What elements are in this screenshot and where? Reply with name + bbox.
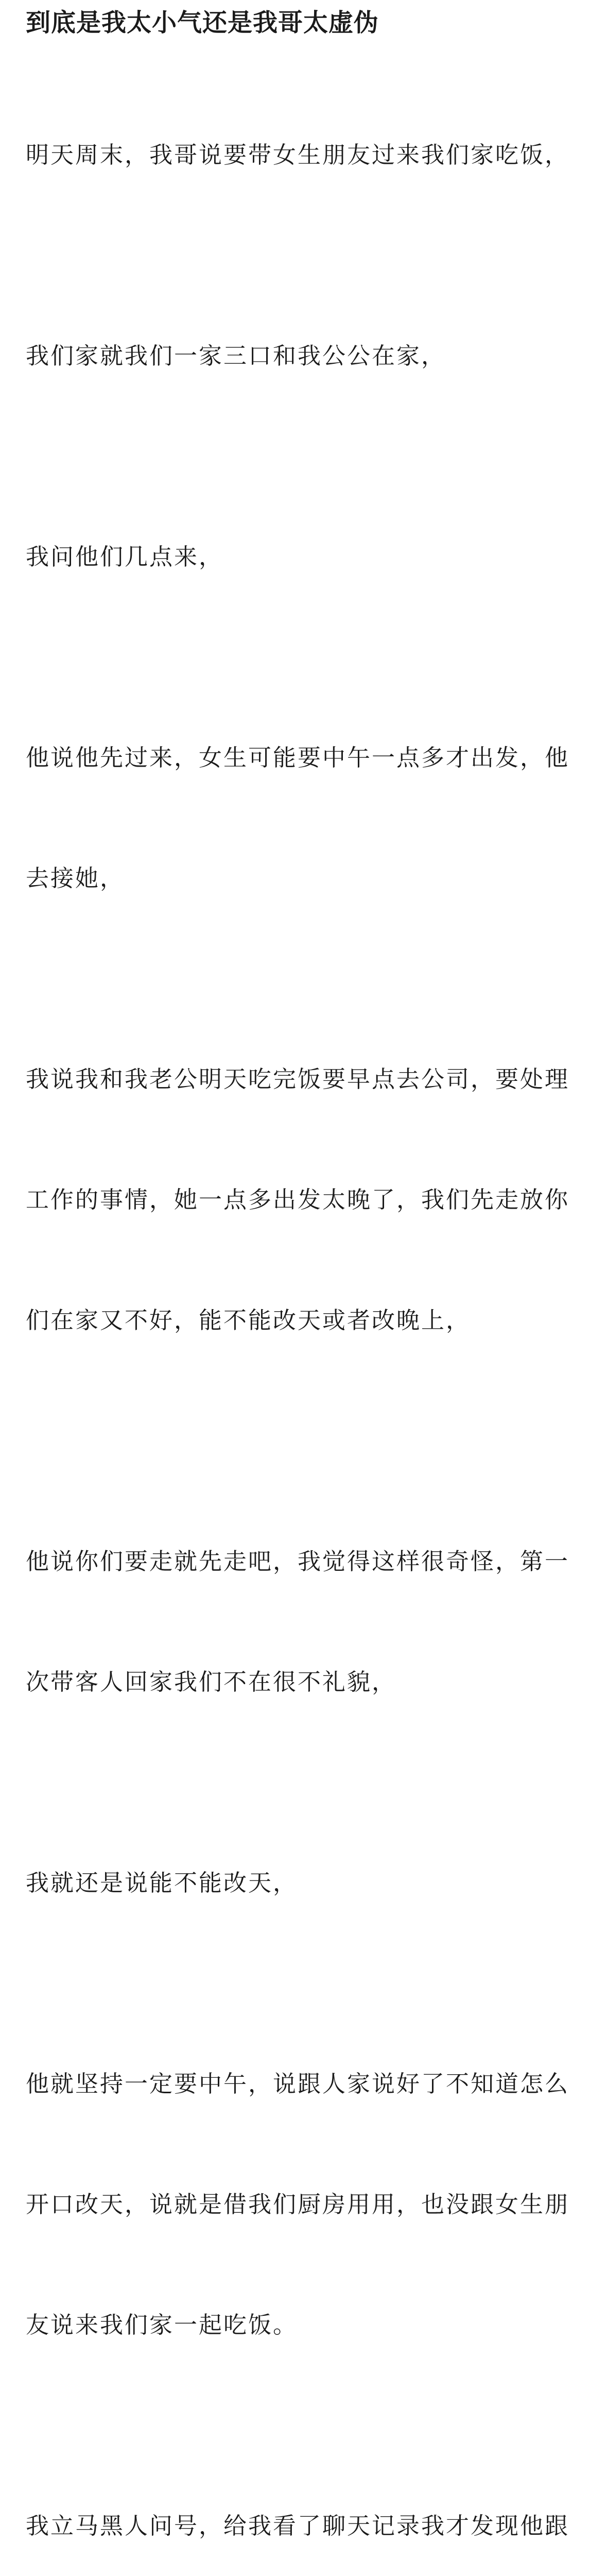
paragraph — [26, 1783, 582, 1984]
paragraph-line: 他说他先过来，女生可能要中午一点多才出发，他 — [26, 744, 570, 771]
paragraph — [26, 256, 582, 456]
paragraph — [26, 979, 582, 1421]
paragraph — [26, 1984, 582, 2426]
paragraph-line: 我说我和我老公明天吃完饭要早点去公司，要处理 — [26, 1065, 570, 1093]
paragraph-line: 我们家就我们一家三口和我公公在家， — [26, 342, 446, 369]
paragraph-line: 我立马黑人问号，给我看了聊天记录我才发现他跟 — [26, 2512, 570, 2539]
post-body — [26, 55, 582, 2576]
paragraph — [26, 456, 582, 657]
paragraph-line: 他就坚持一定要中午，说跟人家说好了不知道怎么 — [26, 2070, 570, 2097]
paragraph-line: 我问他们几点来， — [26, 543, 224, 570]
paragraph — [26, 657, 582, 979]
paragraph-line: 工作的事情，她一点多出发太晚了，我们先走放你 — [26, 1186, 570, 1213]
paragraph — [26, 1461, 582, 1783]
paragraph — [26, 2426, 582, 2576]
paragraph-line: 他说你们要走就先走吧，我觉得这样很奇怪，第一 — [26, 1548, 570, 1575]
paragraph-line: 开口改天，说就是借我们厨房用用，也没跟女生朋 — [26, 2191, 570, 2218]
paragraph-spacer — [26, 1421, 582, 1461]
post-title: 到底是我太小气还是我哥太虚伪 — [26, 8, 379, 37]
paragraph — [26, 55, 582, 256]
paragraph-line: 们在家又不好，能不能改天或者改晚上， — [26, 1307, 471, 1334]
paragraph-line: 友说来我们家一起吃饭。 — [26, 2311, 298, 2338]
paragraph-line: 我就还是说能不能改天， — [26, 1869, 298, 1896]
paragraph-line: 明天周末，我哥说要带女生朋友过来我们家吃饭， — [26, 141, 570, 168]
paragraph-line: 次带客人回家我们不在很不礼貌， — [26, 1668, 397, 1696]
paragraph-line: 去接她， — [26, 865, 125, 892]
